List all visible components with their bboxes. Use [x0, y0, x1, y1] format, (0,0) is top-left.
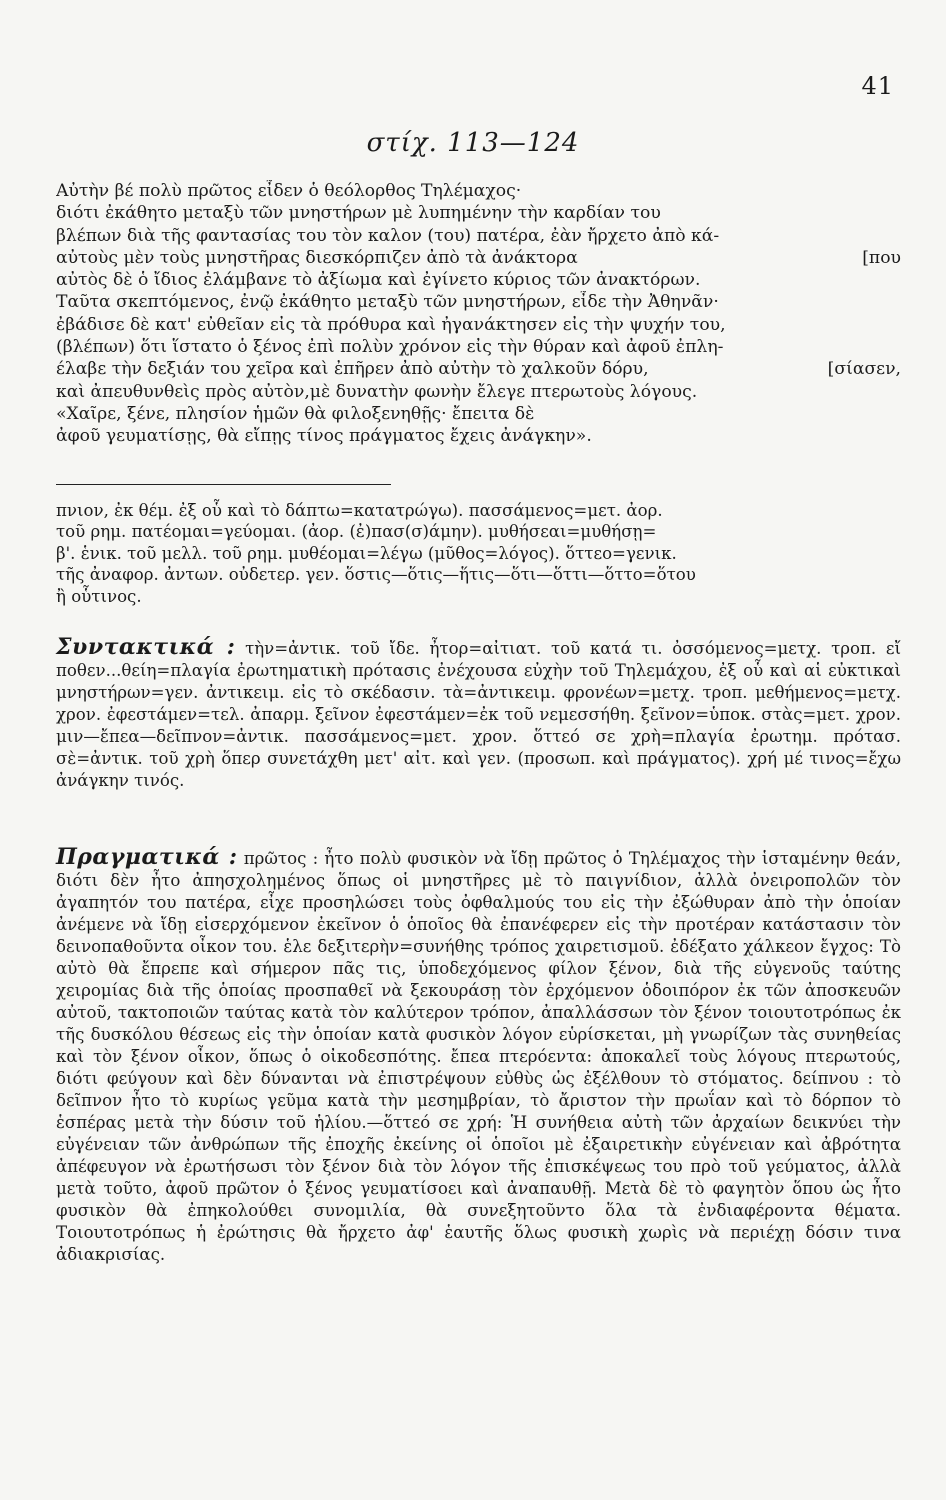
page-number: 41: [861, 72, 894, 100]
translation-line: διότι ἐκάθητο μεταξὺ τῶν μνηστήρων μὲ λυπημένην τὴν καρδίαν του: [56, 203, 661, 224]
syntax-title: Συντακτικά :: [56, 634, 236, 660]
footnotes-block: [56, 500, 901, 607]
translation-line: ἐβάδισε δὲ κατ' εὐθεῖαν εἰς τὰ πρόθυρα καὶ ἠγανάκτησεν εἰς τὴν ψυχήν του,: [56, 314, 726, 335]
footnote-line: τοῦ ρημ. πατέομαι=γεύομαι. (ἀορ. (ἐ)πασ(σ)άμην). μυθήσεαι=μυθήσῃ=: [56, 522, 657, 542]
translation-line: αὐτὸς δὲ ὁ ἴδιος ἐλάμβανε τὸ ἀξίωμα καὶ ἐγίνετο κύριος τῶν ἀνακτόρων.: [56, 270, 701, 291]
translation-line: [σίασεν, έλαβε τὴν δεξιάν του χεῖρα καὶ ἐπῆρεν ἀπὸ αὐτὴν τὸ χαλκοῦν δόρυ,: [56, 359, 901, 380]
section-divider: [56, 484, 391, 485]
footnote-line: τῆς ἀναφορ. ἀντων. οὐδετερ. γεν. ὅστις—ὅτις—ἥτις—ὅτι—ὅττι—ὅττο=ὅτου: [56, 565, 696, 585]
pragmatic-title: Πραγματικά :: [56, 844, 238, 870]
translation-line: Αὐτὴν βέ πολὺ πρῶτος εἶδεν ὁ θεόλορθος Τηλέμαχος·: [56, 181, 522, 201]
translation-continuation: [σίασεν,: [827, 359, 901, 380]
pragmatic-text: πρῶτος : ἦτο πολὺ φυσικὸν νὰ ἴδῃ πρῶτος ὁ Τηλέμαχος τὴν ἱσταμένην θεάν, διότι δὲν ἦτο ἀπησχολημένος ὅπως οἱ μνηστῆρες μὲ τὸ παιγνίδιον, ἀλλὰ ὀνειροπολῶν τὸν ἀγαπητόν του πατέρα, εἶχε προσηλώσει τοὺς ὀφθαλμούς του εἰς τὴν ἐξώθυραν ἀπὸ τὴν ὁποίαν ἀνέμενε νὰ ἴδῃ εἰσερχόμενον ἐκεῖνον ὁ ὁποῖος θὰ ἐπανέφερεν εἰς τὴν προτέραν κατάστασιν τὸν δεινοπαθοῦντα οἶκον του. ἑλε δεξιτερὴν=συνήθης τρόπος χαιρετισμοῦ. ἐδέξατο χάλκεον ἔγχος: Τὸ αὐτὸ θὰ ἔπρεπε καὶ σήμερον πᾶς τις, ὑποδεχόμενος φίλον ξένον, διὰ τῆς εὐγενοῦς ταύτης χειρομίας διὰ τῆς ὁποίας προσπαθεῖ νὰ ξεκουράσῃ τὸν ἐρχόμενον ὁδοιπόρον ἐκ τῶν ἀποσκευῶν αὐτοῦ, τακτοποιῶν ταύτας κατὰ τὸν καλύτερον τρόπον, ἀπαλλάσσων τὸν ξένον τοιουτοτρόπως ἐκ τῆς δυσκόλου θέσεως εἰς τὴν ὁποίαν κατὰ φυσικὸν λόγον εὑρίσκεται, μὴ γνωρίζων τὰς συνηθείας καὶ τὸν ξένον οἶκον, ὅπως ὁ οἰκοδεσπότης. ἔπεα πτερόεντα: ἀποκαλεῖ τοὺς λόγους πτερωτούς, διότι φεύγουν καὶ δὲν δύνανται νὰ ἐπιστρέψουν εὐθὺς ὡς ἐξέλθουν τὸ στόματος. δείπνου : τὸ δεῖπνον ἦτο τὸ κυρίως γεῦμα κατὰ τὴν μεσημβρίαν, τὸ ἄριστον τὴν πρωΐαν καὶ τὸ δόρπον τὸ ἑσπέρας μετὰ τὴν δύσιν τοῦ ἡλίου.—ὅττεό σε χρή: Ἡ συνήθεια αὐτὴ τῶν ἀρχαίων δεικνύει τὴν εὐγένειαν τῶν ἀνθρώπων τῆς ἐποχῆς ἐκείνης οἱ ὁποῖοι μὲ ἐξαιρετικὴν εὐγένειαν καὶ ἀβρότητα ἀπέφευγον νὰ ἐρωτήσωσι τὸν ξένον διὰ τὸν λόγον τῆς ἐπισκέψεως του πρὸ τοῦ γεύματος, ἀλλὰ μετὰ τοῦτο, ἀφοῦ πρῶτον ὁ ξένος γευματίσοει καὶ ἀναπαυθῇ. Μετὰ δὲ τὸ φαγητὸν ὅπου ὡς ἦτο φυσικὸν θὰ ἐπηκολούθει συνομιλία, θὰ συνεξητοῦντο ὅλα τὰ ἐνδιαφέροντα θέματα. Τοιουτοτρόπως ἡ ἐρώτησις θὰ ἤρχετο ἀφ' ἑαυτῆς ὅλως φυσικὴ χωρὶς νὰ περιέχῃ δόσιν τινα ἀδιακρισίας.: [56, 849, 901, 1264]
translation-line: [που αὐτοὺς μὲν τοὺς μνηστῆρας διεσκόρπιζεν ἀπὸ τὰ ἀνάκτορα: [56, 247, 901, 268]
translation-line: (βλέπων) ὅτι ἵστατο ὁ ξένος ἐπὶ πολὺν χρόνον εἰς τὴν θύραν καὶ ἀφοῦ ἐπλη-: [56, 337, 724, 358]
verse-heading: στίχ. 113—124: [366, 128, 580, 158]
footnote-line: β'. ἑνικ. τοῦ μελλ. τοῦ ρημ. μυθέομαι=λέγω (μῦθος=λόγος). ὅττεο=γενικ.: [56, 543, 677, 563]
syntax-section: [56, 636, 901, 792]
translation-line: ἀφοῦ γευματίσῃς, θὰ εἴπῃς τίνος πράγματος ἔχεις ἀνάγκην».: [56, 426, 592, 447]
syntax-text: τὴν=ἀντικ. τοῦ ἴδε. ἦτορ=αἰτιατ. τοῦ κατά τι. ὀσσόμενος=μετχ. τροπ. εἴ ποθεν...θείη=πλαγία ἐρωτηματικὴ πρότασις ἐνέχουσα εὐχὴν τοῦ Τηλεμάχου, ἐξ οὗ καὶ αἱ εὐκτικαὶ μνηστήρων=γεν. ἀντικειμ. εἰς τὸ σκέδασιν. τὰ=ἀντικειμ. φρονέων=μετχ. τροπ. μεθήμενος=μετχ. χρον. ἐφεστάμεν=τελ. ἀπαρμ. ξεῖνον ἐφεστάμεν=ἐκ τοῦ νεμεσσήθη. ξεῖνον=ὑποκ. στὰς=μετ. χρον. μιν—ἔπεα—δεῖπνον=ἀντικ. πασσάμενος=μετ. χρον. ὅττεό σε χρὴ=πλαγία ἐρωτημ. πρότασ. σὲ=ἀντικ. τοῦ χρὴ ὅπερ συνετάχθη μετ' αἰτ. καὶ γεν. (προσωπ. καὶ πράγματος). χρή μέ τινος=ἔχω ἀνάγκην τινός.: [56, 639, 901, 790]
translation-continuation: [που: [862, 247, 901, 268]
translation-line: καὶ ἀπευθυνθεὶς πρὸς αὐτὸν,μὲ δυνατὴν φωνὴν ἔλεγε πτερωτοὺς λόγους.: [56, 381, 698, 402]
pragmatic-section: [56, 846, 901, 1266]
translation-line: βλέπων διὰ τῆς φαντασίας του τὸν καλον (του) πατέρα, ἐὰν ἤρχετο ἀπὸ κά-: [56, 225, 720, 246]
footnote-line: πνιον, ἐκ θέμ. ἐξ οὗ καὶ τὸ δάπτω=κατατρώγω). πασσάμενος=μετ. ἀορ.: [56, 501, 663, 520]
footnote-line: ἢ οὗτινος.: [56, 586, 142, 606]
translation-block: [56, 180, 901, 448]
translation-line: «Χαῖρε, ξένε, πλησίον ἡμῶν θὰ φιλοξενηθῇς· ἔπειτα δὲ: [56, 403, 535, 424]
translation-line: Ταῦτα σκεπτόμενος, ἐνῷ ἐκάθητο μεταξὺ τῶν μνηστήρων, εἶδε τὴν Ἀθηνᾶν·: [56, 292, 719, 313]
